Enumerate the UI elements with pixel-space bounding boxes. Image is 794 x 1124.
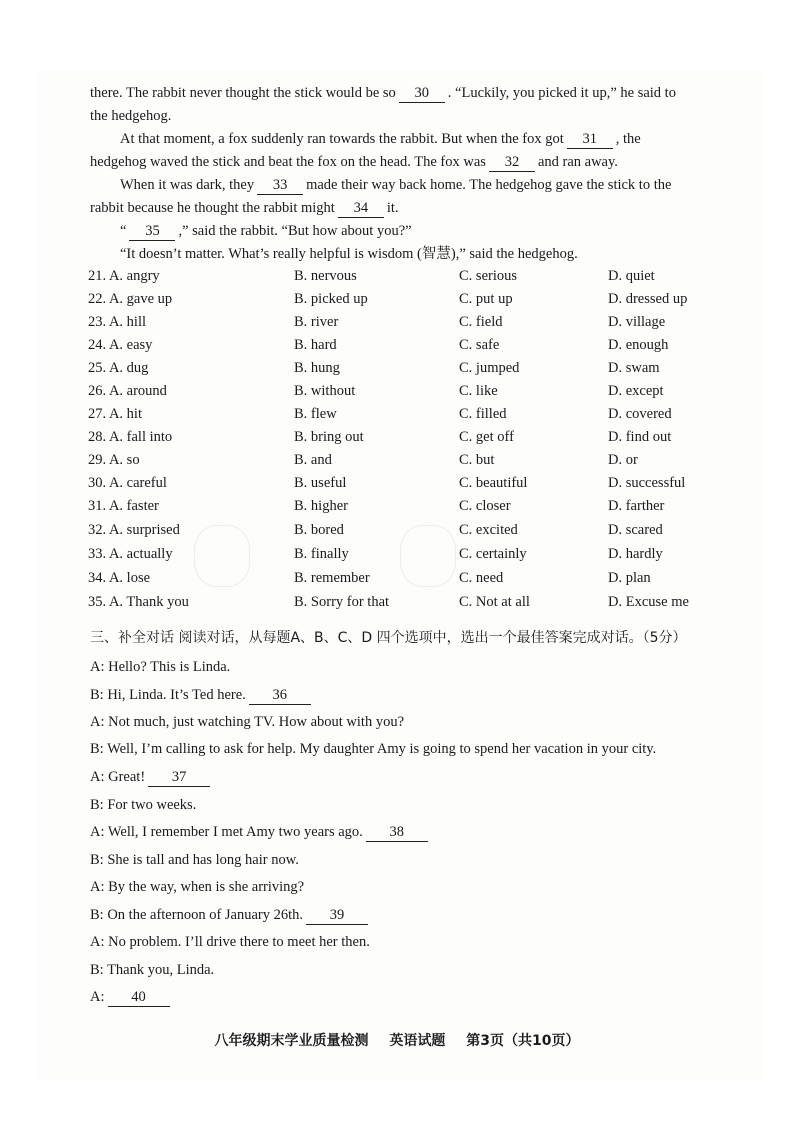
text: A: By the way, when is she arriving?: [90, 879, 305, 895]
option-c: C. field: [459, 314, 503, 330]
option-d: D. enough: [608, 337, 669, 353]
option-row: [38, 337, 764, 360]
dialogue-line: [90, 906, 371, 925]
text: B: On the afternoon of January 26th.: [90, 907, 304, 923]
option-a: 22. A. gave up: [88, 291, 173, 307]
option-c: C. like: [459, 383, 498, 399]
option-row: [38, 594, 764, 617]
option-a: 21. A. angry: [88, 268, 160, 284]
option-a: 26. A. around: [88, 383, 167, 399]
option-a: 25. A. dug: [88, 360, 149, 376]
blank-35: 35: [129, 222, 175, 241]
option-d: D. find out: [608, 429, 672, 445]
text: , the: [615, 131, 641, 147]
option-d: D. hardly: [608, 546, 663, 562]
option-a: 24. A. easy: [88, 337, 153, 353]
option-b: B. remember: [294, 570, 370, 586]
option-b: B. hung: [294, 360, 340, 376]
option-row: [38, 546, 764, 569]
option-c: C. need: [459, 570, 504, 586]
text: hedgehog waved the stick and beat the fox on the head. The fox was: [90, 154, 486, 170]
text: A: Great!: [90, 769, 146, 785]
option-c: C. beautiful: [459, 475, 528, 491]
option-row: [38, 383, 764, 406]
option-row: [38, 406, 764, 429]
option-b: B. useful: [294, 475, 347, 491]
blank-37: 37: [148, 768, 210, 787]
option-c: C. filled: [459, 406, 507, 422]
text: made their way back home. The hedgehog gave the stick to the: [306, 177, 672, 193]
text: ,” said the rabbit. “But how about you?”: [178, 223, 412, 239]
option-b: B. bring out: [294, 429, 364, 445]
option-row: [38, 498, 764, 521]
blank-34: 34: [338, 199, 384, 218]
page-footer: [0, 1030, 794, 1050]
text: A: Not much, just watching TV. How about with you?: [90, 714, 405, 730]
blank-36: 36: [249, 686, 311, 705]
option-row: [38, 570, 764, 593]
option-d: D. Excuse me: [608, 594, 689, 610]
text: it.: [386, 200, 399, 216]
option-row: [38, 314, 764, 337]
option-c: C. safe: [459, 337, 500, 353]
option-d: D. except: [608, 383, 664, 399]
passage-line-7: [120, 222, 412, 241]
option-d: D. or: [608, 452, 638, 468]
option-a: 34. A. lose: [88, 570, 151, 586]
dialogue-line: [90, 823, 431, 842]
option-c: C. but: [459, 452, 495, 468]
dialogue-line: [90, 933, 370, 951]
passage-line-5: [120, 176, 671, 195]
option-a: 31. A. faster: [88, 498, 159, 514]
option-d: D. farther: [608, 498, 665, 514]
text: and ran away.: [537, 154, 618, 170]
option-b: B. and: [294, 452, 332, 468]
text: At that moment, a fox suddenly ran towards the rabbit. But when the fox got: [120, 131, 564, 147]
option-b: B. hard: [294, 337, 337, 353]
text: rabbit because he thought the rabbit might: [90, 200, 335, 216]
text: B: Thank you, Linda.: [90, 962, 215, 978]
option-a: 33. A. actually: [88, 546, 173, 562]
option-a: 30. A. careful: [88, 475, 167, 491]
option-a: 23. A. hill: [88, 314, 147, 330]
text: B: Hi, Linda. It’s Ted here.: [90, 687, 246, 703]
option-d: D. quiet: [608, 268, 655, 284]
option-d: D. dressed up: [608, 291, 688, 307]
option-row: [38, 291, 764, 314]
option-b: B. Sorry for that: [294, 594, 390, 610]
option-c: C. put up: [459, 291, 513, 307]
dialogue-line: [90, 768, 213, 787]
option-d: D. successful: [608, 475, 686, 491]
text: A: No problem. I’ll drive there to meet her then.: [90, 934, 370, 950]
option-d: D. scared: [608, 522, 663, 538]
option-c: C. excited: [459, 522, 518, 538]
passage-line-1: [90, 84, 676, 103]
option-d: D. swam: [608, 360, 660, 376]
option-c: C. jumped: [459, 360, 520, 376]
option-a: 29. A. so: [88, 452, 140, 468]
dialogue-line: [90, 961, 214, 979]
option-a: 27. A. hit: [88, 406, 142, 422]
option-row: [38, 268, 764, 291]
option-row: [38, 452, 764, 475]
blank-33: 33: [257, 176, 303, 195]
option-b: B. flew: [294, 406, 337, 422]
text: there. The rabbit never thought the stick would be so: [90, 85, 396, 101]
exam-name: 八年级期末学业质量检测: [214, 1033, 369, 1049]
option-b: B. nervous: [294, 268, 357, 284]
blank-39: 39: [306, 906, 368, 925]
blank-30: 30: [399, 84, 445, 103]
option-c: C. Not at all: [459, 594, 530, 610]
dialogue-line: [90, 796, 196, 814]
option-b: B. without: [294, 383, 356, 399]
option-row: [38, 522, 764, 545]
exam-page: [38, 70, 764, 1080]
option-a: 28. A. fall into: [88, 429, 173, 445]
option-b: B. picked up: [294, 291, 368, 307]
text: When it was dark, they: [120, 177, 255, 193]
option-b: B. higher: [294, 498, 348, 514]
section-3-title: 三、补全对话 阅读对话，从每题A、B、C、D 四个选项中，选出一个最佳答案完成对话。（5分）: [90, 630, 687, 646]
text: A: Hello? This is Linda.: [90, 659, 231, 675]
option-b: B. finally: [294, 546, 349, 562]
subject-name: 英语试题: [389, 1033, 446, 1049]
option-d: D. village: [608, 314, 666, 330]
option-b: B. river: [294, 314, 339, 330]
text: A:: [90, 989, 105, 1005]
passage-line-8: “It doesn’t matter. What’s really helpful is wisdom (智慧),” said the hedgehog.: [120, 246, 578, 262]
text: . “Luckily, you picked it up,” he said to: [447, 85, 676, 101]
option-c: C. get off: [459, 429, 514, 445]
dialogue-line: [90, 686, 314, 705]
dialogue-line: [90, 851, 299, 869]
option-row: [38, 429, 764, 452]
passage-line-4: [90, 153, 618, 172]
option-c: C. serious: [459, 268, 517, 284]
text: A: Well, I remember I met Amy two years ago.: [90, 824, 363, 840]
option-d: D. plan: [608, 570, 651, 586]
option-c: C. closer: [459, 498, 511, 514]
text: B: Well, I’m calling to ask for help. My daughter Amy is going to spend her vacation in your city.: [90, 741, 657, 757]
dialogue-line: [90, 988, 173, 1007]
option-a: 35. A. Thank you: [88, 594, 189, 610]
dialogue-line: [90, 878, 304, 896]
passage-line-3: [120, 130, 641, 149]
passage-line-2: the hedgehog.: [90, 108, 172, 124]
text: B: She is tall and has long hair now.: [90, 852, 299, 868]
option-a: 32. A. surprised: [88, 522, 180, 538]
option-row: [38, 475, 764, 498]
dialogue-line: [90, 740, 656, 758]
option-c: C. certainly: [459, 546, 527, 562]
option-row: [38, 360, 764, 383]
blank-31: 31: [567, 130, 613, 149]
blank-32: 32: [489, 153, 535, 172]
dialogue-line: [90, 658, 230, 676]
option-b: B. bored: [294, 522, 344, 538]
option-d: D. covered: [608, 406, 672, 422]
blank-38: 38: [366, 823, 428, 842]
passage-line-6: [90, 199, 399, 218]
text: “: [120, 223, 127, 239]
dialogue-line: [90, 713, 404, 731]
text: B: For two weeks.: [90, 797, 197, 813]
blank-40: 40: [108, 988, 170, 1007]
page-number: 第3页（共10页）: [466, 1033, 580, 1049]
